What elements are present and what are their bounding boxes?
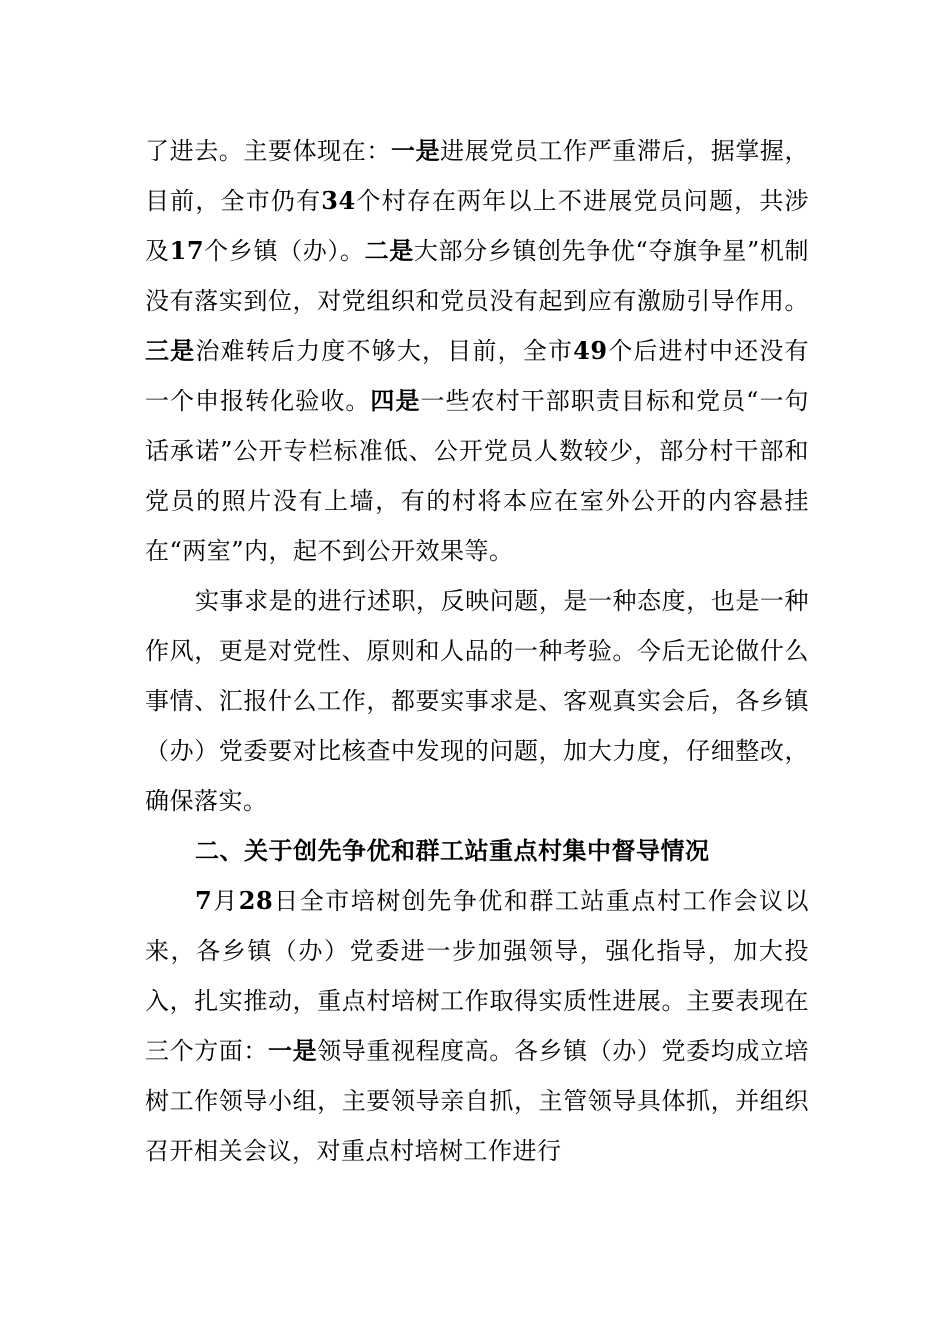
text-segment: 实事求是的进行述职，反映问题，是一种态度，也是一种作风，更是对党性、原则和人品的一种考验。今后无论做什么事情、汇报什么工作，都要实事求是、客观真实会后，各乡镇（办）党委要对比核查中发现的问题，加大力度，仔细整改，确保落实。 [145,587,809,815]
section-heading-2 [145,826,809,876]
bold-text-segment: 一是 [267,1036,318,1065]
text-segment: 领导重视程度高。各乡镇（办）党委均成立培树工作领导小组，主要领导亲自抓，主管领导具体抓，并组织召开相关会议，对重点村培树工作进行 [145,1037,810,1165]
bold-text-segment: 7 [195,886,213,915]
text-segment: 个后进村中还没有一个申报转化验收。 [145,337,810,415]
bold-text-segment: 三是 [145,336,196,365]
text-segment: 日全市培树创先争优和群工站重点村工作会议以来，各乡镇（办）党委进一步加强领导，强化指导，加大投入，扎实推动，重点村培树工作取得实质性进展。主要表现在三个方面： [145,887,810,1065]
bold-text-segment: 49 [573,336,608,365]
bold-text-segment: 28 [238,886,274,915]
text-segment: 月 [212,887,239,915]
bold-text-segment: 一是 [390,136,441,165]
bold-text-segment: 34 [321,186,356,215]
paragraph-problems [145,126,809,576]
text-segment: 个村存在两年以上不进展党员问题，共涉及 [145,187,810,265]
bold-text-segment: 二是 [364,236,414,265]
text-segment: 个乡镇（办）。 [204,237,365,265]
text-segment: 治难转后力度不够大，目前，全市 [195,337,574,365]
paragraph-supervision [145,876,809,1176]
document-page [145,126,809,1176]
paragraph-attitude [145,576,809,826]
text-segment: 进展党员工作严重滞后，据掌握，目前，全市仍有 [145,137,810,215]
text-segment: 大部分乡镇创先争优“夺旗争星”机制没有落实到位，对党组织和党员没有起到应有激励引导作用。 [145,237,810,315]
bold-text-segment: 二、关于创先争优和群工站重点村集中督导情况 [195,836,710,865]
text-segment: 一些农村干部职责目标和党员“一句话承诺”公开专栏标准低、公开党员人数较少，部分村干部和党员的照片没有上墙，有的村将本应在室外公开的内容悬挂在“两室”内，起不到公开效果等。 [145,387,809,565]
bold-text-segment: 17 [169,236,205,265]
text-segment: 了进去。主要体现在： [145,137,391,165]
bold-text-segment: 四是 [370,386,421,415]
